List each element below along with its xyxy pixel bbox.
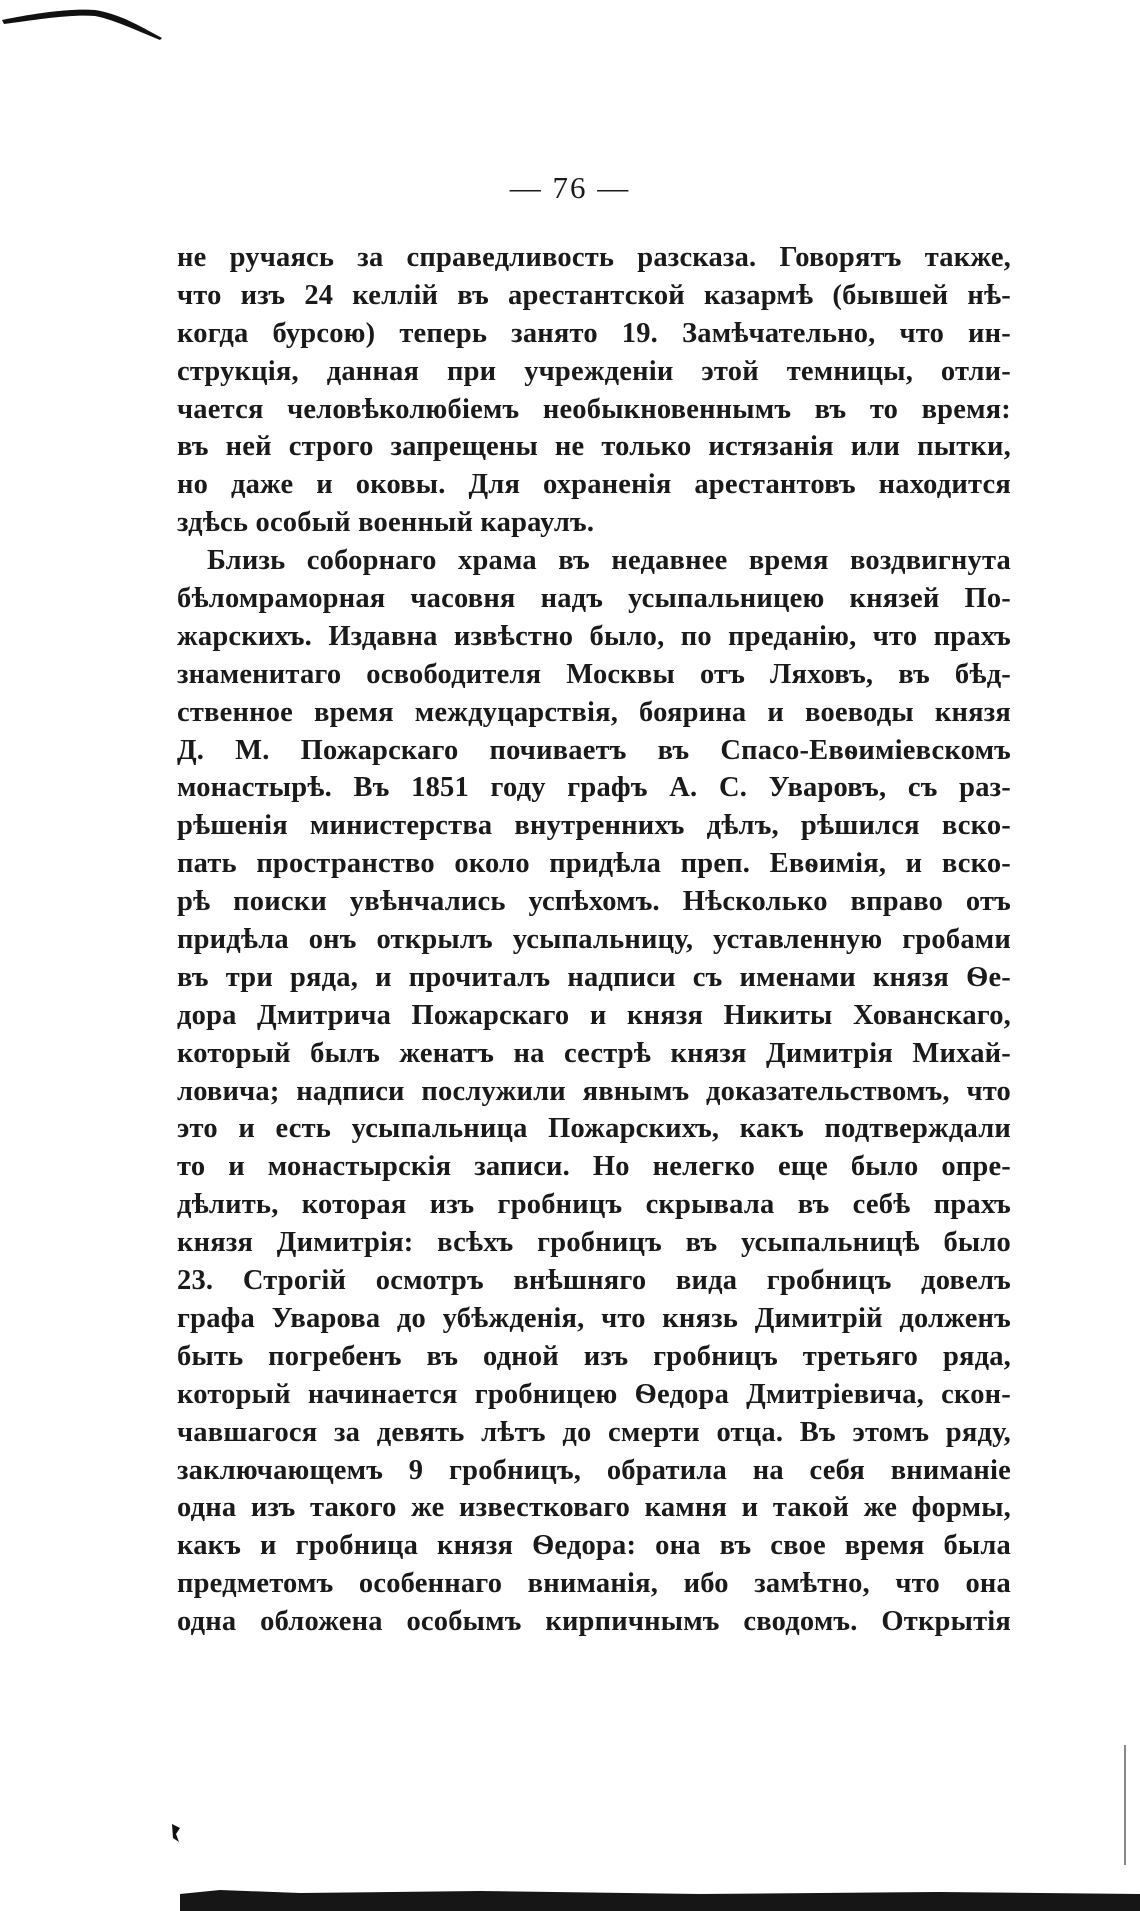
page-number: — 76 —: [509, 170, 631, 205]
text-line: какъ и гробница князя Ѳедора: она въ свое время была: [177, 1530, 1011, 1562]
text-line: рѣшенія министерства внутреннихъ дѣлъ, рѣшился вско-: [177, 810, 1011, 842]
text-line: въ ней строго запрещены не только истязанія или пытки,: [177, 431, 1011, 463]
text-line: который начинается гробницею Ѳедора Дмитріевича, скон-: [177, 1378, 1011, 1410]
body-text: [177, 239, 1011, 1641]
scan-smudge: [0, 0, 165, 40]
text-line: это и есть усыпальница Пожарскихъ, какъ подтверждали: [177, 1113, 1011, 1145]
text-line: жарскихъ. Издавна извѣстно было, по преданію, что прахъ: [177, 620, 1011, 652]
text-line: не ручаясь за справедливость разсказа. Говорятъ также,: [177, 242, 1011, 273]
text-line: ственное время междуцарствія, боярина и воеводы князя: [177, 696, 1011, 728]
text-line: дѣлить, которая изъ гробницъ скрывала въ себѣ прахъ: [177, 1189, 1011, 1221]
text-line: но даже и оковы. Для охраненія арестантовъ находится: [177, 469, 1011, 501]
text-line: въ три ряда, и прочиталъ надписи съ именами князя Ѳе-: [177, 961, 1011, 993]
text-line: графа Уварова до убѣжденія, что князь Димитрій долженъ: [177, 1302, 1011, 1334]
text-line: чается человѣколюбіемъ необыкновеннымъ въ то время:: [177, 393, 1011, 425]
text-line: чавшагося за девять лѣтъ до смерти отца. Въ этомъ ряду,: [177, 1416, 1011, 1448]
text-line: быть погребенъ въ одной изъ гробницъ третьяго ряда,: [177, 1340, 1011, 1372]
scan-edge-mark: [1124, 1745, 1127, 1865]
text-line: пать пространство около придѣла преп. Евѳимія, и вско-: [177, 848, 1011, 880]
text-line: ловича; надписи послужили явнымъ доказательствомъ, что: [177, 1075, 1011, 1107]
text-line: дора Дмитрича Пожарскаго и князя Никиты Хованскаго,: [177, 999, 1011, 1031]
text-line: 23. Строгій осмотръ внѣшняго вида гробницъ довелъ: [177, 1265, 1011, 1297]
text-line: заключающемъ 9 гробницъ, обратила на себя вниманіе: [177, 1454, 1011, 1486]
text-line: предметомъ особеннаго вниманія, ибо замѣтно, что она: [177, 1568, 1011, 1600]
text-line: бѣломраморная часовня надъ усыпальницею князей По-: [177, 583, 1011, 615]
text-line: придѣла онъ открылъ усыпальницу, уставленную гробами: [177, 924, 1011, 956]
text-line: одна изъ такого же известковаго камня и такой же формы,: [177, 1492, 1011, 1524]
text-line: Близь соборнаго храма въ недавнее время воздвигнута: [207, 545, 1011, 577]
text-line: монастырѣ. Въ 1851 году графъ А. С. Уваровъ, съ раз-: [177, 772, 1011, 804]
scan-bottom-edge: [180, 1888, 1140, 1911]
text-line: струкція, данная при учрежденіи этой темницы, отли-: [177, 355, 1011, 387]
text-line: одна обложена особымъ кирпичнымъ сводомъ. Открытія: [177, 1606, 1011, 1638]
text-line: когда бурсою) теперь занято 19. Замѣчательно, что ин-: [177, 317, 1011, 349]
text-line: князя Димитрія: всѣхъ гробницъ въ усыпальницѣ было: [177, 1227, 1011, 1259]
text-line: здѣсь особый военный караулъ.: [177, 507, 595, 539]
text-line: рѣ поиски увѣнчались успѣхомъ. Нѣсколько вправо отъ: [177, 886, 1011, 918]
text-line: то и монастырскія записи. Но нелегко еще было опре-: [177, 1151, 1011, 1183]
text-line: Д. М. Пожарскаго почиваетъ въ Спасо-Евѳиміевскомъ: [177, 734, 1011, 766]
text-line: знаменитаго освободителя Москвы отъ Ляховъ, въ бѣд-: [177, 658, 1011, 690]
text-line: что изъ 24 келлій въ арестантской казармѣ (бывшей нѣ-: [177, 279, 1011, 311]
scan-speck: [170, 1822, 184, 1844]
text-line: который былъ женатъ на сестрѣ князя Димитрія Михай-: [177, 1037, 1011, 1069]
